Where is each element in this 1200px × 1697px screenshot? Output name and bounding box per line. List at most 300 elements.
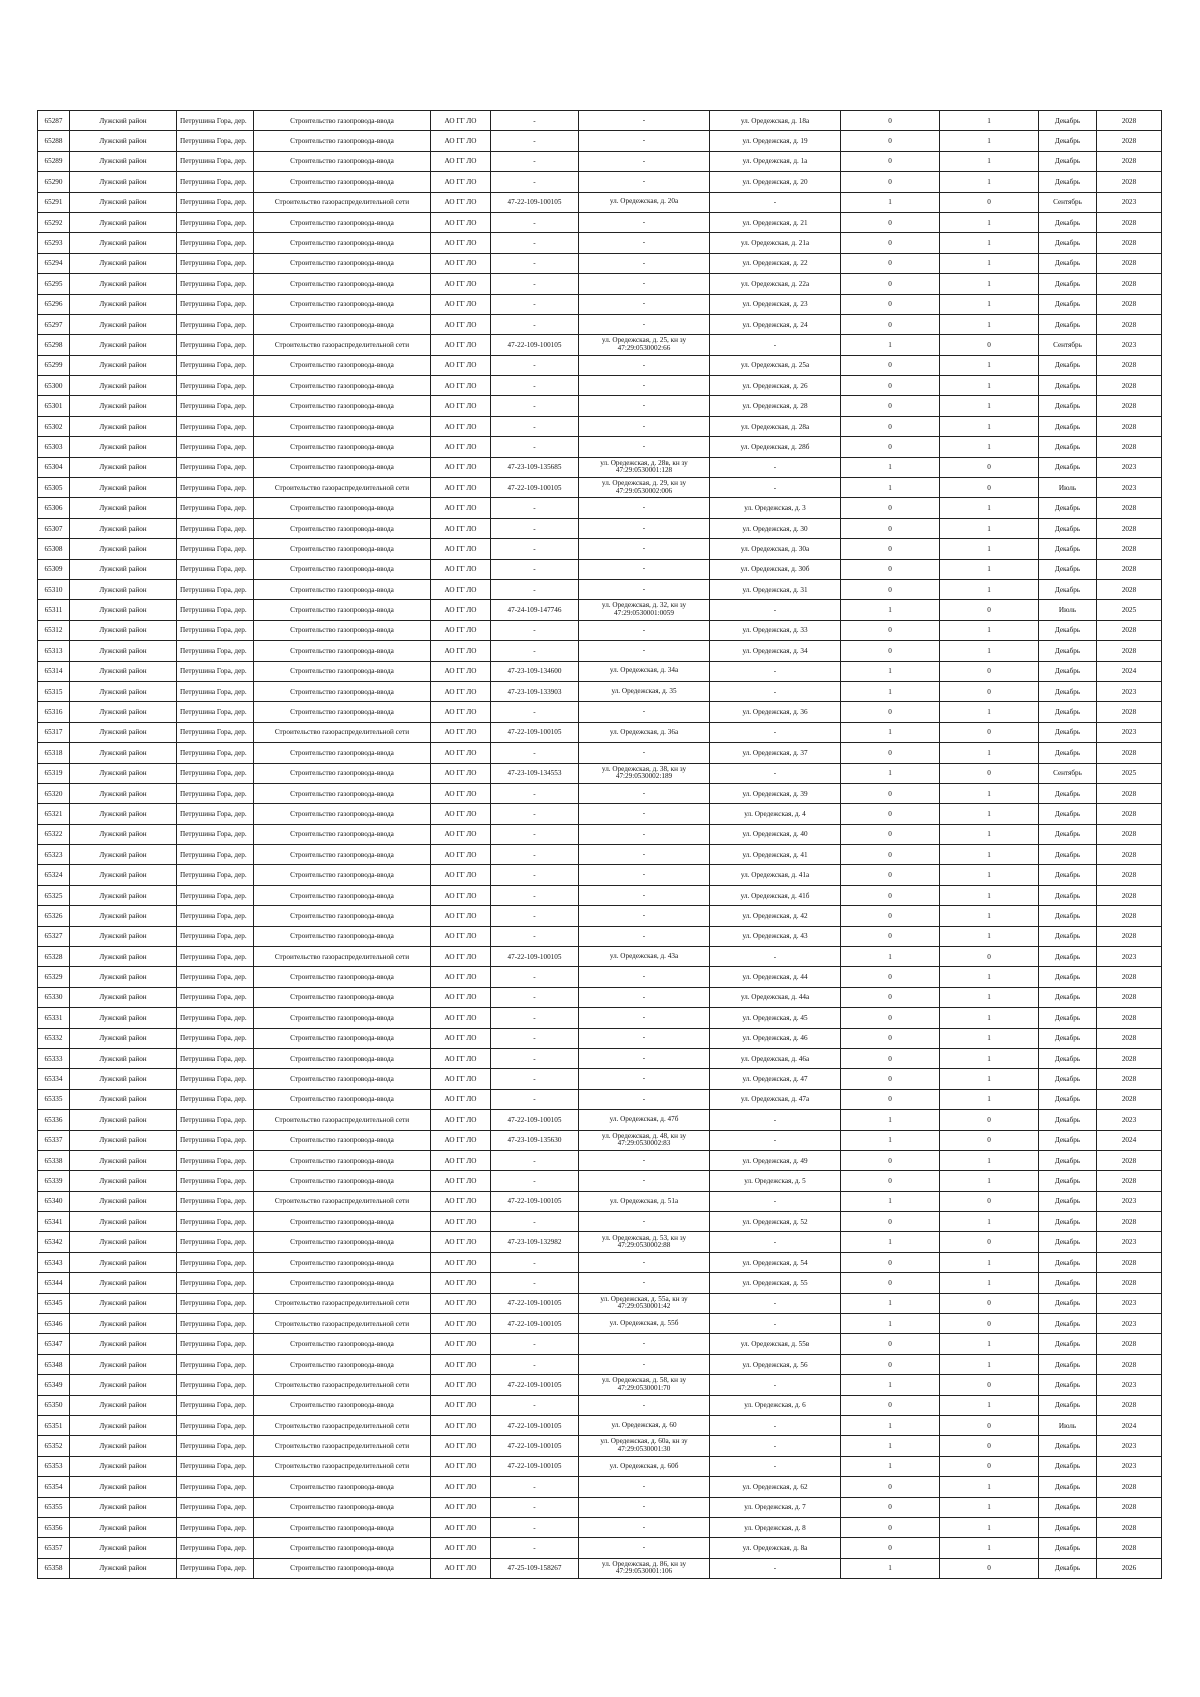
cell-month: Сентябрь bbox=[1039, 192, 1097, 212]
cell-inlet-address: ул. Оредежская, д. 22 bbox=[710, 253, 841, 273]
cell-district: Лужский район bbox=[70, 1456, 177, 1476]
cell-work-type: Строительство газопровода-ввода bbox=[254, 1538, 431, 1558]
cell-application-number: - bbox=[491, 518, 579, 538]
table-row bbox=[38, 722, 1162, 742]
cell-work-type: Строительство газопровода-ввода bbox=[254, 212, 431, 232]
cell-organization: АО ГГ ЛО bbox=[431, 702, 491, 722]
cell-work-type: Строительство газопровода-ввода bbox=[254, 600, 431, 620]
cell-settlement: Петрушина Гора, дер. bbox=[177, 212, 254, 232]
cell-settlement: Петрушина Гора, дер. bbox=[177, 335, 254, 355]
cell-inlet-flag: 0 bbox=[940, 478, 1039, 498]
cell-network-address: - bbox=[579, 253, 710, 273]
cell-year: 2028 bbox=[1097, 1212, 1162, 1232]
cell-application-number: - bbox=[491, 396, 579, 416]
cell-inlet-flag: 0 bbox=[940, 1416, 1039, 1436]
cell-row-id: 65295 bbox=[38, 274, 70, 294]
cell-inlet-address: - bbox=[710, 1191, 841, 1211]
cell-network-address: - bbox=[579, 111, 710, 131]
cell-month: Декабрь bbox=[1039, 151, 1097, 171]
gasification-table bbox=[37, 110, 1162, 1579]
cell-inlet-address: ул. Оредежская, д. 42 bbox=[710, 906, 841, 926]
table-row bbox=[38, 1395, 1162, 1415]
cell-row-id: 65341 bbox=[38, 1212, 70, 1232]
cell-application-number: 47-22-109-100105 bbox=[491, 192, 579, 212]
cell-work-type: Строительство газопровода-ввода bbox=[254, 1089, 431, 1109]
cell-work-type: Строительство газопровода-ввода bbox=[254, 804, 431, 824]
table-row bbox=[38, 559, 1162, 579]
cell-network-flag: 0 bbox=[841, 1538, 940, 1558]
cell-month: Декабрь bbox=[1039, 1456, 1097, 1476]
cell-network-flag: 0 bbox=[841, 212, 940, 232]
cell-year: 2028 bbox=[1097, 131, 1162, 151]
table-row bbox=[38, 967, 1162, 987]
cell-district: Лужский район bbox=[70, 1416, 177, 1436]
cell-network-flag: 0 bbox=[841, 1354, 940, 1374]
cell-year: 2028 bbox=[1097, 865, 1162, 885]
cell-work-type: Строительство газопровода-ввода bbox=[254, 926, 431, 946]
cell-month: Декабрь bbox=[1039, 172, 1097, 192]
document-page bbox=[37, 110, 1161, 1579]
cell-year: 2023 bbox=[1097, 681, 1162, 701]
cell-settlement: Петрушина Гора, дер. bbox=[177, 131, 254, 151]
cell-network-flag: 0 bbox=[841, 1089, 940, 1109]
cell-settlement: Петрушина Гора, дер. bbox=[177, 1028, 254, 1048]
table-row bbox=[38, 192, 1162, 212]
cell-district: Лужский район bbox=[70, 233, 177, 253]
cell-application-number: - bbox=[491, 1089, 579, 1109]
cell-work-type: Строительство газопровода-ввода bbox=[254, 783, 431, 803]
cell-row-id: 65320 bbox=[38, 783, 70, 803]
cell-inlet-flag: 0 bbox=[940, 763, 1039, 783]
cell-inlet-flag: 1 bbox=[940, 233, 1039, 253]
cell-application-number: - bbox=[491, 539, 579, 559]
cell-row-id: 65321 bbox=[38, 804, 70, 824]
cell-network-flag: 1 bbox=[841, 1314, 940, 1334]
cell-month: Декабрь bbox=[1039, 396, 1097, 416]
cell-district: Лужский район bbox=[70, 1048, 177, 1068]
cell-month: Декабрь bbox=[1039, 783, 1097, 803]
cell-year: 2028 bbox=[1097, 212, 1162, 232]
cell-month: Декабрь bbox=[1039, 376, 1097, 396]
cell-settlement: Петрушина Гора, дер. bbox=[177, 1416, 254, 1436]
cell-district: Лужский район bbox=[70, 722, 177, 742]
table-row bbox=[38, 620, 1162, 640]
cell-district: Лужский район bbox=[70, 1497, 177, 1517]
cell-inlet-flag: 1 bbox=[940, 274, 1039, 294]
cell-application-number: - bbox=[491, 885, 579, 905]
cell-application-number: - bbox=[491, 111, 579, 131]
cell-organization: АО ГГ ЛО bbox=[431, 885, 491, 905]
cell-organization: АО ГГ ЛО bbox=[431, 539, 491, 559]
cell-month: Декабрь bbox=[1039, 865, 1097, 885]
cell-inlet-flag: 1 bbox=[940, 926, 1039, 946]
cell-network-address: - bbox=[579, 559, 710, 579]
cell-organization: АО ГГ ЛО bbox=[431, 763, 491, 783]
cell-settlement: Петрушина Гора, дер. bbox=[177, 233, 254, 253]
cell-inlet-address: ул. Оредежская, д. 52 bbox=[710, 1212, 841, 1232]
cell-application-number: - bbox=[491, 1538, 579, 1558]
cell-network-flag: 0 bbox=[841, 641, 940, 661]
cell-network-flag: 0 bbox=[841, 274, 940, 294]
cell-month: Декабрь bbox=[1039, 1375, 1097, 1395]
cell-inlet-flag: 1 bbox=[940, 294, 1039, 314]
cell-year: 2028 bbox=[1097, 274, 1162, 294]
cell-inlet-flag: 0 bbox=[940, 457, 1039, 477]
cell-organization: АО ГГ ЛО bbox=[431, 1558, 491, 1578]
cell-district: Лужский район bbox=[70, 518, 177, 538]
cell-inlet-address: ул. Оредежская, д. 39 bbox=[710, 783, 841, 803]
cell-inlet-flag: 1 bbox=[940, 1334, 1039, 1354]
cell-month: Декабрь bbox=[1039, 111, 1097, 131]
cell-row-id: 65296 bbox=[38, 294, 70, 314]
cell-inlet-flag: 1 bbox=[940, 641, 1039, 661]
cell-inlet-flag: 1 bbox=[940, 111, 1039, 131]
cell-network-flag: 0 bbox=[841, 1069, 940, 1089]
cell-application-number: - bbox=[491, 437, 579, 457]
cell-work-type: Строительство газопровода-ввода bbox=[254, 1273, 431, 1293]
cell-inlet-address: - bbox=[710, 600, 841, 620]
cell-inlet-address: ул. Оредежская, д. 41а bbox=[710, 865, 841, 885]
cell-year: 2023 bbox=[1097, 1314, 1162, 1334]
cell-network-address: ул. Оредежская, д. 60а, кн зу 47:29:0530001:30 bbox=[579, 1436, 710, 1456]
cell-district: Лужский район bbox=[70, 539, 177, 559]
cell-inlet-address: ул. Оредежская, д. 37 bbox=[710, 743, 841, 763]
cell-district: Лужский район bbox=[70, 600, 177, 620]
cell-row-id: 65349 bbox=[38, 1375, 70, 1395]
cell-organization: АО ГГ ЛО bbox=[431, 845, 491, 865]
cell-settlement: Петрушина Гора, дер. bbox=[177, 1395, 254, 1415]
cell-application-number: - bbox=[491, 865, 579, 885]
cell-work-type: Строительство газопровода-ввода bbox=[254, 518, 431, 538]
cell-settlement: Петрушина Гора, дер. bbox=[177, 294, 254, 314]
cell-inlet-flag: 1 bbox=[940, 151, 1039, 171]
cell-inlet-address: - bbox=[710, 1293, 841, 1313]
cell-organization: АО ГГ ЛО bbox=[431, 579, 491, 599]
cell-row-id: 65298 bbox=[38, 335, 70, 355]
cell-year: 2028 bbox=[1097, 804, 1162, 824]
cell-settlement: Петрушина Гора, дер. bbox=[177, 620, 254, 640]
cell-month: Декабрь bbox=[1039, 233, 1097, 253]
cell-network-address: ул. Оредежская, д. 60 bbox=[579, 1416, 710, 1436]
cell-month: Декабрь bbox=[1039, 1558, 1097, 1578]
cell-row-id: 65290 bbox=[38, 172, 70, 192]
cell-settlement: Петрушина Гора, дер. bbox=[177, 1171, 254, 1191]
cell-network-flag: 0 bbox=[841, 111, 940, 131]
table-row bbox=[38, 600, 1162, 620]
cell-organization: АО ГГ ЛО bbox=[431, 1191, 491, 1211]
cell-network-address: - bbox=[579, 376, 710, 396]
cell-year: 2028 bbox=[1097, 967, 1162, 987]
cell-work-type: Строительство газопровода-ввода bbox=[254, 539, 431, 559]
cell-year: 2028 bbox=[1097, 906, 1162, 926]
cell-inlet-flag: 1 bbox=[940, 579, 1039, 599]
cell-inlet-address: ул. Оредежская, д. 21а bbox=[710, 233, 841, 253]
cell-organization: АО ГГ ЛО bbox=[431, 804, 491, 824]
cell-year: 2024 bbox=[1097, 661, 1162, 681]
table-row bbox=[38, 212, 1162, 232]
cell-row-id: 65330 bbox=[38, 987, 70, 1007]
cell-inlet-address: ул. Оредежская, д. 8а bbox=[710, 1538, 841, 1558]
cell-application-number: - bbox=[491, 376, 579, 396]
cell-month: Декабрь bbox=[1039, 355, 1097, 375]
cell-year: 2023 bbox=[1097, 478, 1162, 498]
cell-year: 2028 bbox=[1097, 845, 1162, 865]
cell-year: 2028 bbox=[1097, 1273, 1162, 1293]
cell-month: Декабрь bbox=[1039, 416, 1097, 436]
cell-inlet-address: ул. Оредежская, д. 19 bbox=[710, 131, 841, 151]
cell-organization: АО ГГ ЛО bbox=[431, 559, 491, 579]
cell-work-type: Строительство газораспределительной сети bbox=[254, 1375, 431, 1395]
cell-year: 2028 bbox=[1097, 253, 1162, 273]
cell-district: Лужский район bbox=[70, 1354, 177, 1374]
cell-inlet-flag: 1 bbox=[940, 212, 1039, 232]
cell-district: Лужский район bbox=[70, 1008, 177, 1028]
cell-year: 2028 bbox=[1097, 620, 1162, 640]
cell-month: Декабрь bbox=[1039, 1130, 1097, 1150]
cell-inlet-flag: 1 bbox=[940, 1477, 1039, 1497]
cell-year: 2028 bbox=[1097, 1538, 1162, 1558]
cell-inlet-flag: 1 bbox=[940, 1395, 1039, 1415]
cell-row-id: 65310 bbox=[38, 579, 70, 599]
cell-row-id: 65340 bbox=[38, 1191, 70, 1211]
cell-work-type: Строительство газопровода-ввода bbox=[254, 1171, 431, 1191]
cell-month: Декабрь bbox=[1039, 1538, 1097, 1558]
cell-year: 2028 bbox=[1097, 111, 1162, 131]
cell-network-flag: 0 bbox=[841, 396, 940, 416]
cell-inlet-address: - bbox=[710, 1436, 841, 1456]
cell-settlement: Петрушина Гора, дер. bbox=[177, 1477, 254, 1497]
cell-district: Лужский район bbox=[70, 416, 177, 436]
cell-inlet-flag: 1 bbox=[940, 1354, 1039, 1374]
cell-network-flag: 0 bbox=[841, 1395, 940, 1415]
cell-inlet-flag: 0 bbox=[940, 681, 1039, 701]
cell-work-type: Строительство газопровода-ввода bbox=[254, 1334, 431, 1354]
cell-network-flag: 0 bbox=[841, 865, 940, 885]
cell-application-number: - bbox=[491, 559, 579, 579]
cell-work-type: Строительство газораспределительной сети bbox=[254, 947, 431, 967]
cell-organization: АО ГГ ЛО bbox=[431, 1314, 491, 1334]
cell-month: Декабрь bbox=[1039, 457, 1097, 477]
table-row bbox=[38, 824, 1162, 844]
cell-inlet-address: - bbox=[710, 1375, 841, 1395]
table-row bbox=[38, 172, 1162, 192]
cell-month: Декабрь bbox=[1039, 947, 1097, 967]
cell-organization: АО ГГ ЛО bbox=[431, 111, 491, 131]
cell-organization: АО ГГ ЛО bbox=[431, 1497, 491, 1517]
cell-organization: АО ГГ ЛО bbox=[431, 518, 491, 538]
cell-work-type: Строительство газопровода-ввода bbox=[254, 967, 431, 987]
cell-work-type: Строительство газораспределительной сети bbox=[254, 478, 431, 498]
cell-application-number: - bbox=[491, 355, 579, 375]
cell-network-address: - bbox=[579, 396, 710, 416]
cell-month: Июль bbox=[1039, 1416, 1097, 1436]
cell-district: Лужский район bbox=[70, 111, 177, 131]
cell-organization: АО ГГ ЛО bbox=[431, 131, 491, 151]
cell-network-address: - bbox=[579, 987, 710, 1007]
table-row bbox=[38, 1232, 1162, 1252]
cell-work-type: Строительство газопровода-ввода bbox=[254, 1008, 431, 1028]
cell-row-id: 65331 bbox=[38, 1008, 70, 1028]
cell-network-flag: 0 bbox=[841, 987, 940, 1007]
cell-network-address: - bbox=[579, 579, 710, 599]
cell-month: Декабрь bbox=[1039, 1477, 1097, 1497]
cell-year: 2028 bbox=[1097, 294, 1162, 314]
cell-organization: АО ГГ ЛО bbox=[431, 1028, 491, 1048]
cell-application-number: - bbox=[491, 1354, 579, 1374]
cell-month: Декабрь bbox=[1039, 1171, 1097, 1191]
cell-row-id: 65325 bbox=[38, 885, 70, 905]
cell-work-type: Строительство газопровода-ввода bbox=[254, 1497, 431, 1517]
cell-district: Лужский район bbox=[70, 559, 177, 579]
cell-network-flag: 1 bbox=[841, 1130, 940, 1150]
cell-inlet-flag: 1 bbox=[940, 1048, 1039, 1068]
cell-inlet-address: ул. Оредежская, д. 40 bbox=[710, 824, 841, 844]
cell-district: Лужский район bbox=[70, 1191, 177, 1211]
cell-inlet-address: - bbox=[710, 335, 841, 355]
cell-row-id: 65334 bbox=[38, 1069, 70, 1089]
cell-network-address: - bbox=[579, 539, 710, 559]
cell-inlet-address: ул. Оредежская, д. 55 bbox=[710, 1273, 841, 1293]
cell-settlement: Петрушина Гора, дер. bbox=[177, 1354, 254, 1374]
cell-year: 2028 bbox=[1097, 1171, 1162, 1191]
table-row bbox=[38, 1375, 1162, 1395]
cell-organization: АО ГГ ЛО bbox=[431, 1273, 491, 1293]
cell-organization: АО ГГ ЛО bbox=[431, 151, 491, 171]
cell-settlement: Петрушина Гора, дер. bbox=[177, 539, 254, 559]
table-row bbox=[38, 926, 1162, 946]
cell-inlet-address: - bbox=[710, 1110, 841, 1130]
cell-row-id: 65288 bbox=[38, 131, 70, 151]
cell-work-type: Строительство газопровода-ввода bbox=[254, 1212, 431, 1232]
cell-work-type: Строительство газопровода-ввода bbox=[254, 498, 431, 518]
cell-row-id: 65315 bbox=[38, 681, 70, 701]
cell-application-number: - bbox=[491, 987, 579, 1007]
cell-organization: АО ГГ ЛО bbox=[431, 478, 491, 498]
cell-network-flag: 1 bbox=[841, 1375, 940, 1395]
cell-year: 2028 bbox=[1097, 885, 1162, 905]
table-row bbox=[38, 1028, 1162, 1048]
cell-network-flag: 0 bbox=[841, 1273, 940, 1293]
cell-inlet-address: ул. Оредежская, д. 25а bbox=[710, 355, 841, 375]
cell-organization: АО ГГ ЛО bbox=[431, 947, 491, 967]
cell-row-id: 65313 bbox=[38, 641, 70, 661]
cell-row-id: 65346 bbox=[38, 1314, 70, 1334]
cell-district: Лужский район bbox=[70, 1171, 177, 1191]
table-row bbox=[38, 1110, 1162, 1130]
cell-inlet-flag: 1 bbox=[940, 1008, 1039, 1028]
cell-row-id: 65344 bbox=[38, 1273, 70, 1293]
cell-year: 2028 bbox=[1097, 987, 1162, 1007]
cell-district: Лужский район bbox=[70, 1517, 177, 1537]
cell-application-number: - bbox=[491, 1171, 579, 1191]
cell-year: 2024 bbox=[1097, 1130, 1162, 1150]
cell-row-id: 65353 bbox=[38, 1456, 70, 1476]
cell-month: Декабрь bbox=[1039, 885, 1097, 905]
cell-network-flag: 0 bbox=[841, 1334, 940, 1354]
cell-row-id: 65357 bbox=[38, 1538, 70, 1558]
cell-inlet-flag: 1 bbox=[940, 702, 1039, 722]
cell-work-type: Строительство газопровода-ввода bbox=[254, 172, 431, 192]
cell-network-address: - bbox=[579, 274, 710, 294]
table-row bbox=[38, 906, 1162, 926]
cell-inlet-flag: 1 bbox=[940, 1150, 1039, 1170]
cell-month: Сентябрь bbox=[1039, 335, 1097, 355]
cell-application-number: 47-22-109-100105 bbox=[491, 947, 579, 967]
cell-inlet-flag: 1 bbox=[940, 743, 1039, 763]
cell-organization: АО ГГ ЛО bbox=[431, 498, 491, 518]
cell-row-id: 65316 bbox=[38, 702, 70, 722]
cell-row-id: 65308 bbox=[38, 539, 70, 559]
cell-inlet-address: ул. Оредежская, д. 49 bbox=[710, 1150, 841, 1170]
cell-network-address: - bbox=[579, 702, 710, 722]
cell-application-number: - bbox=[491, 579, 579, 599]
table-row bbox=[38, 804, 1162, 824]
cell-settlement: Петрушина Гора, дер. bbox=[177, 314, 254, 334]
cell-inlet-address: - bbox=[710, 1456, 841, 1476]
cell-network-flag: 0 bbox=[841, 539, 940, 559]
cell-row-id: 65335 bbox=[38, 1089, 70, 1109]
cell-year: 2028 bbox=[1097, 926, 1162, 946]
cell-year: 2025 bbox=[1097, 600, 1162, 620]
cell-application-number: - bbox=[491, 233, 579, 253]
cell-year: 2028 bbox=[1097, 437, 1162, 457]
cell-year: 2028 bbox=[1097, 1008, 1162, 1028]
cell-month: Июль bbox=[1039, 600, 1097, 620]
cell-work-type: Строительство газопровода-ввода bbox=[254, 1069, 431, 1089]
cell-work-type: Строительство газопровода-ввода bbox=[254, 294, 431, 314]
cell-application-number: - bbox=[491, 212, 579, 232]
cell-district: Лужский район bbox=[70, 620, 177, 640]
cell-settlement: Петрушина Гора, дер. bbox=[177, 661, 254, 681]
cell-row-id: 65300 bbox=[38, 376, 70, 396]
cell-organization: АО ГГ ЛО bbox=[431, 987, 491, 1007]
cell-inlet-address: - bbox=[710, 763, 841, 783]
cell-district: Лужский район bbox=[70, 498, 177, 518]
cell-district: Лужский район bbox=[70, 314, 177, 334]
cell-district: Лужский район bbox=[70, 906, 177, 926]
cell-inlet-flag: 1 bbox=[940, 355, 1039, 375]
cell-inlet-flag: 1 bbox=[940, 131, 1039, 151]
table-row bbox=[38, 314, 1162, 334]
cell-application-number: - bbox=[491, 274, 579, 294]
cell-network-flag: 0 bbox=[841, 1048, 940, 1068]
cell-application-number: - bbox=[491, 1150, 579, 1170]
cell-application-number: - bbox=[491, 1069, 579, 1089]
cell-network-address: - bbox=[579, 906, 710, 926]
cell-application-number: - bbox=[491, 131, 579, 151]
cell-organization: АО ГГ ЛО bbox=[431, 906, 491, 926]
cell-settlement: Петрушина Гора, дер. bbox=[177, 437, 254, 457]
cell-inlet-address: ул. Оредежская, д. 36 bbox=[710, 702, 841, 722]
cell-application-number: 47-23-109-135630 bbox=[491, 1130, 579, 1150]
cell-row-id: 65293 bbox=[38, 233, 70, 253]
cell-inlet-address: ул. Оредежская, д. 30 bbox=[710, 518, 841, 538]
cell-inlet-flag: 1 bbox=[940, 314, 1039, 334]
cell-application-number: - bbox=[491, 926, 579, 946]
cell-year: 2028 bbox=[1097, 416, 1162, 436]
cell-organization: АО ГГ ЛО bbox=[431, 457, 491, 477]
cell-inlet-flag: 0 bbox=[940, 1375, 1039, 1395]
cell-month: Декабрь bbox=[1039, 1069, 1097, 1089]
cell-month: Декабрь bbox=[1039, 967, 1097, 987]
cell-year: 2028 bbox=[1097, 233, 1162, 253]
cell-network-address: - bbox=[579, 314, 710, 334]
table-row bbox=[38, 743, 1162, 763]
cell-row-id: 65345 bbox=[38, 1293, 70, 1313]
cell-month: Декабрь bbox=[1039, 437, 1097, 457]
cell-district: Лужский район bbox=[70, 783, 177, 803]
cell-network-address: - bbox=[579, 233, 710, 253]
